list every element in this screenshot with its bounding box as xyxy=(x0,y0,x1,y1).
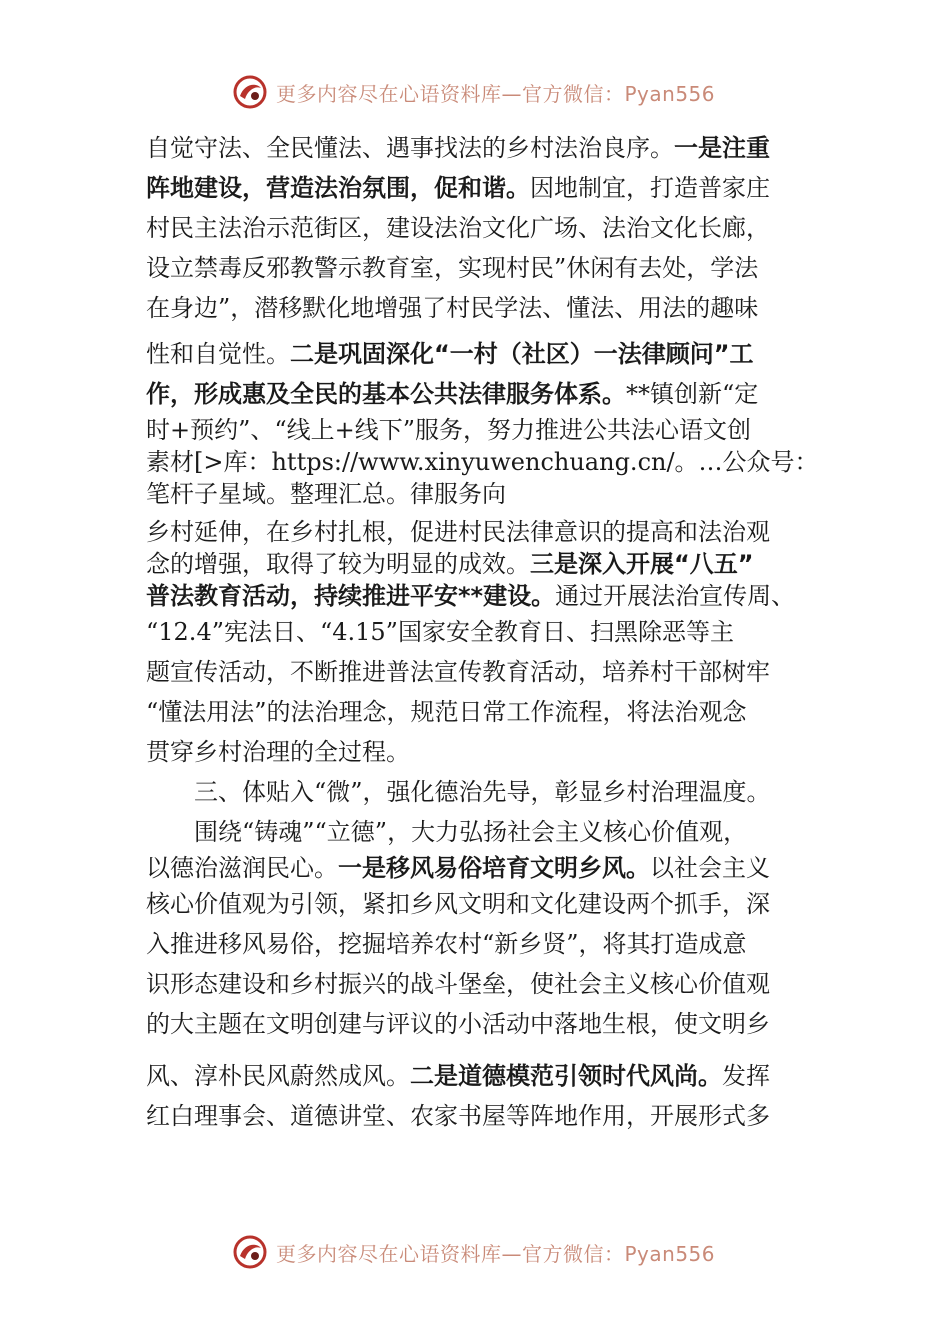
paragraph-line: 设立禁毒反邪教警示教育室，实现村民”休闲有去处，学法 xyxy=(146,254,759,282)
paragraph-line: 笔杆子星域。整理汇总。律服务向 xyxy=(146,480,506,508)
footer-watermark xyxy=(230,1232,715,1272)
seal-logo-icon xyxy=(230,1232,270,1272)
paragraph-line: 识形态建设和乡村振兴的战斗堡垒，使社会主义核心价值观 xyxy=(146,970,770,998)
paragraph-line: 红白理事会、道德讲堂、农家书屋等阵地作用，开展形式多 xyxy=(146,1102,770,1130)
paragraph-line: “懂法用法”的法治理念，规范日常工作流程，将法治观念 xyxy=(146,698,747,726)
paragraph-line: 围绕“铸魂”“立德”，大力弘扬社会主义核心价值观， xyxy=(194,818,748,846)
paragraph-line: 素材[>库：https://www.xinyuwenchuang.cn/。…公众号： xyxy=(146,448,819,476)
paragraph-line: 作，形成惠及全民的基本公共法律服务体系。**镇创新“定 xyxy=(146,380,759,408)
section-heading: 三、体贴入“微”，强化德治先导，彰显乡村治理温度。 xyxy=(194,778,771,806)
paragraph-line: “12.4”宪法日、“4.15”国家安全教育日、扫黑除恶等主 xyxy=(146,618,734,646)
watermark-text: 更多内容尽在心语资料库—官方微信：Pyan556 xyxy=(276,1241,716,1266)
paragraph-line: 性和自觉性。二是巩固深化“一村（社区）一法律顾问”工 xyxy=(146,340,754,368)
paragraph-line: 乡村延伸，在乡村扎根，促进村民法律意识的提高和法治观 xyxy=(146,518,770,546)
paragraph-line: 入推进移风易俗，挖掘培养农村“新乡贤”，将其打造成意 xyxy=(146,930,747,958)
paragraph-line: 以德治滋润民心。一是移风易俗培育文明乡风。以社会主义 xyxy=(146,854,770,882)
document-body xyxy=(146,128,826,1136)
paragraph-line: 念的增强，取得了较为明显的成效。三是深入开展“八五” xyxy=(146,550,754,578)
paragraph-line: 的大主题在文明创建与评议的小活动中落地生根，使文明乡 xyxy=(146,1010,770,1038)
paragraph-line: 在身边”，潜移默化地增强了村民学法、懂法、用法的趣味 xyxy=(146,294,759,322)
paragraph-line: 时+预约”、“线上+线下”服务，努力推进公共法心语文创 xyxy=(146,416,752,444)
header-watermark xyxy=(230,72,715,112)
paragraph-line: 阵地建设，营造法治氛围，促和谐。因地制宜，打造普家庄 xyxy=(146,174,770,202)
paragraph-line: 核心价值观为引领，紧扣乡风文明和文化建设两个抓手，深 xyxy=(146,890,770,918)
paragraph-line: 贯穿乡村治理的全过程。 xyxy=(146,738,410,766)
seal-logo-icon xyxy=(230,72,270,112)
paragraph-line: 风、淳朴民风蔚然成风。二是道德模范引领时代风尚。发挥 xyxy=(146,1062,770,1090)
paragraph-line: 自觉守法、全民懂法、遇事找法的乡村法治良序。一是注重 xyxy=(146,134,770,162)
paragraph-line: 普法教育活动，持续推进平安**建设。通过开展法治宣传周、 xyxy=(146,582,796,610)
paragraph-line: 题宣传活动，不断推进普法宣传教育活动，培养村干部树牢 xyxy=(146,658,770,686)
paragraph-line: 村民主法治示范街区，建设法治文化广场、法治文化长廊， xyxy=(146,214,770,242)
watermark-text: 更多内容尽在心语资料库—官方微信：Pyan556 xyxy=(276,81,716,106)
